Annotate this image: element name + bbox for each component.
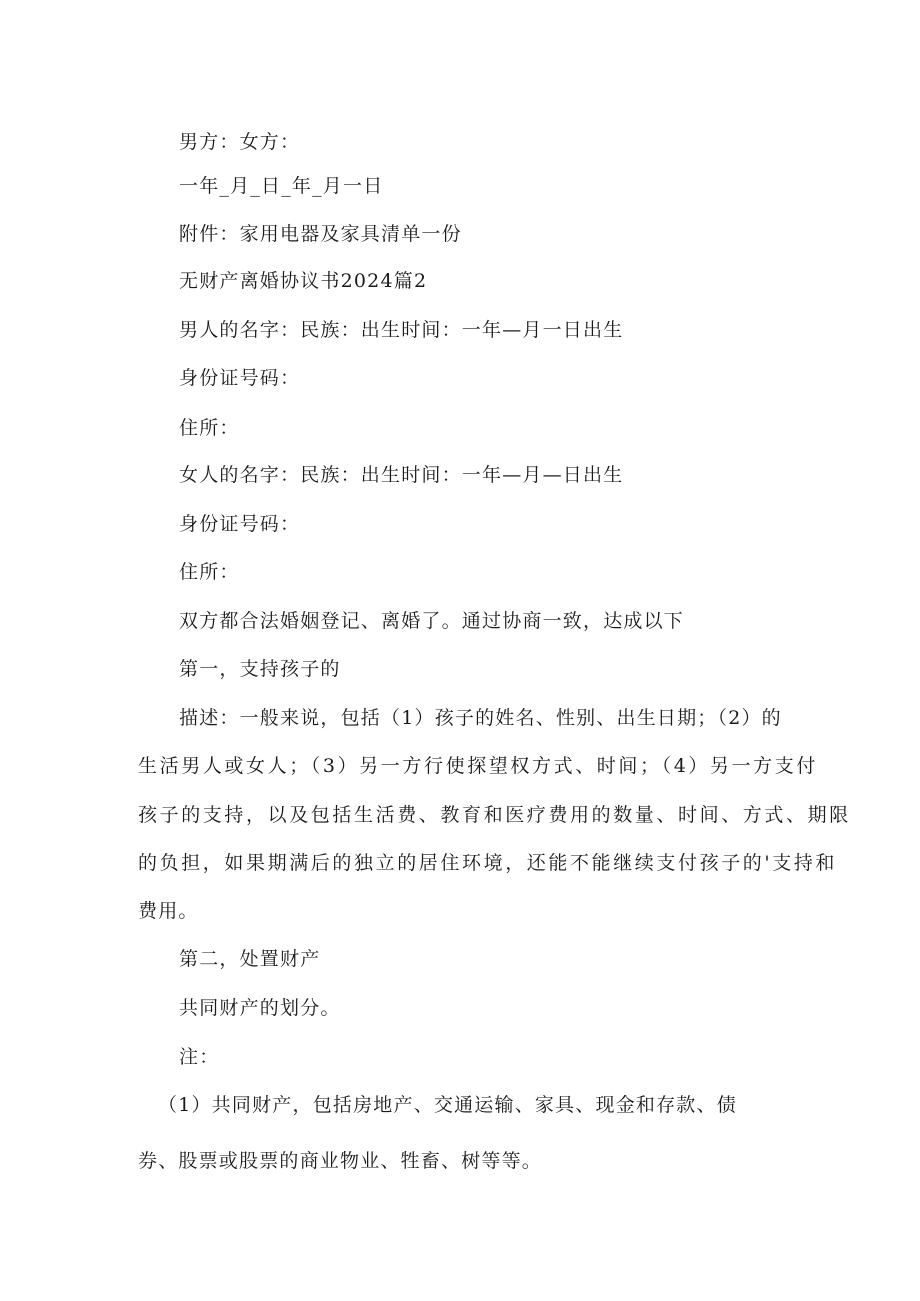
section-heading: 无财产离婚协议书2024篇2	[179, 270, 428, 292]
paragraph-line: 的负担，如果期满后的独立的居住环境，还能不能继续支付孩子的'支持和	[138, 852, 838, 874]
text-line: 第二，处置财产	[179, 948, 321, 970]
paragraph-line: 生活男人或女人；（3）另一方行使探望权方式、时间；（4）另一方支付	[138, 755, 818, 777]
paragraph-line: 孩子的支持，以及包括生活费、教育和医疗费用的数量、时间、方式、期限	[138, 804, 851, 826]
text-line: 第一，支持孩子的	[179, 658, 341, 680]
text-line: 女人的名字：民族：出生时间：一年—月—日出生	[179, 464, 624, 486]
paragraph-line: 券、股票或股票的商业物业、牲畜、树等等。	[138, 1150, 543, 1172]
text-line: 身份证号码：	[179, 367, 301, 389]
text-line: 身份证号码：	[179, 513, 301, 535]
text-line: 一年_月_日_年_月一日	[179, 175, 384, 197]
text-line: 注：	[179, 1046, 220, 1068]
text-line: 住所：	[179, 417, 240, 439]
text-line: 住所：	[179, 561, 240, 583]
paragraph-line: 描述：一般来说，包括（1）孩子的姓名、性别、出生日期；（2）的	[179, 707, 782, 729]
text-line: 男方：女方：	[179, 131, 301, 153]
text-line: 双方都合法婚姻登记、离婚了。通过协商一致，达成以下	[179, 610, 685, 632]
text-line: 附件：家用电器及家具清单一份	[179, 223, 462, 245]
paragraph-line: 费用。	[138, 900, 199, 922]
text-line: 共同财产的划分。	[179, 997, 341, 1019]
paragraph-line: （1）共同财产，包括房地产、交通运输、家具、现金和存款、债	[158, 1094, 737, 1116]
text-line: 男人的名字：民族：出生时间：一年—月一日出生	[179, 319, 624, 341]
